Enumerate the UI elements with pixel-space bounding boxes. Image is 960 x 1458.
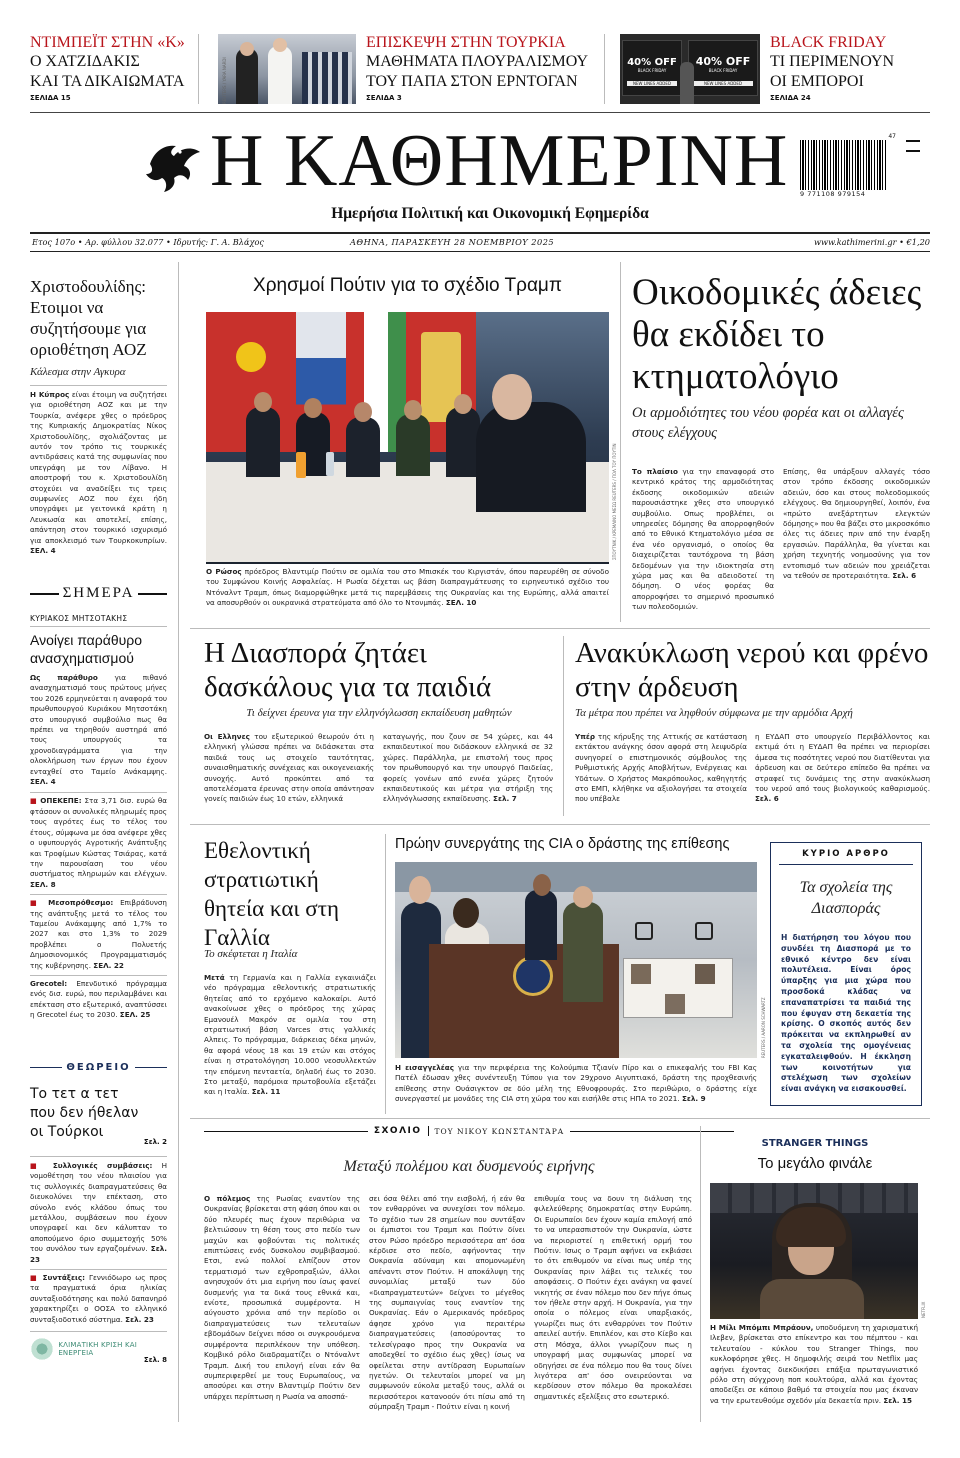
stranger-kicker: STRANGER THINGS	[761, 1138, 869, 1149]
nero-page: Σελ. 6	[755, 794, 779, 804]
sxolio-label: ΣΧΟΛΙΟ	[373, 1126, 422, 1136]
teaser-1-page: ΣΕΛΙΔΑ 15	[30, 94, 71, 102]
teaser-3-sign-1-lines: NEW LINES ADDED	[627, 81, 677, 86]
nero-body-text-1: της κήρυξης της Αττικής σε κατάσταση εκτάκτου ανάγκης όσον αφορά στη λειψυδρία συνηγορεί ο επιστημονικός σύμβουλος της Ρυθμιστικής Αρχής Αποβλήτων, Ενέργειας και Υδάτων. Ο Χρήστος Μακρόπουλος, καθηγητής στο ΕΜΠ, κλήθηκε να αξιολογήσει τα στοιχεία που υπέβαλε	[575, 732, 747, 804]
teaser-3-sign-2: 40% OFF	[695, 55, 751, 68]
sxolio-col-1-text: της Ρωσίας εναντίον της Ουκρανίας βρίσκεται στη φάση όπου και οι δύο πλευρές πως έχουν περιθώρια να βελτιώσουν τη θέση τους στο πεδίο των μαχών και φοβούνται τις πολιτικές επιπτώσεις ενός δυσκολου συμβιβασμού. Ετσι, ενώ πολλοί ελπίζουν στον τερματισμό των εχθροπραξιών, άλλοι ανησυχούν ότι μια ειρήνη που ίσως φανεί δυσμενής για τα δικά τους εθνικά και, ενίοτε, προσωπικά συμφέροντα. Η αύγουστο χρόνια από την περίοδο οι διαπραγματεύσεις των τελευταίων εβδομάδων δείχνει πόσο οι συγκρουόμενα συμφέροντα περιπλέκουν την υπόθεση. Κομβικό ρόλο διαδραματίζει ο Ντόναλντ Τραμπ. Δική του επιλογή είναι εάν θα συμπεριφερθεί με τους Ευρωπαίους, να αποσύρει και στην Βλαντιμίρ Πούτιν δεν υπάρχει περίπτωση η Ρωσία να αποσπά-	[204, 1194, 360, 1401]
diaspora-page: Σελ. 7	[493, 794, 517, 804]
thiteia-subhead: Το σκέφτεται η Ιταλία	[204, 948, 298, 960]
kyrio-arthro-label: ΚΥΡΙΟ ΑΡΘΡΟ	[802, 849, 890, 859]
simera-page: ΣΕΛ. 4	[30, 777, 56, 787]
thiteia-body-text: τη Γερμανία και η Γαλλία εγκαινιάζει νέο πρόγραμμα εθελοντικής στρατιωτικής θητείας από το ερχόμενο καλοκαίρι. Αυτό ανακοίνωσε χθες ο πρόεδρος της χώρας Εμανουέλ Μακρόν σε ομιλία του στη στρατιωτική βάση Varces στις γαλλικές Αλπεις. Το πρόγραμμα, διάρκειας δέκα μηνών, θα αφορά νέους 18 και 19 ετών και στόχος είναι η στρατολόγηση 10.000 νεοσυλλεκτών την επόμενη πενταετία, δηλαδή έως το 2030. Στο μεταξύ, παρόμοια πρωτοβουλία εξετάζει και η Ιταλία.	[204, 973, 376, 1097]
brief-lead: ΟΠΕΚΕΠΕ:	[40, 796, 82, 806]
thiteia-page: Σελ. 11	[251, 1087, 281, 1097]
simera-body: για πιθανό ανασχηματισμό τους πρώτους μήνες του 2026 ερμηνεύεται η αναφορά του πρωθυπουργού Κυριάκου Μητσοτάκη στο υπουργικό συμβούλιο πως θα πρέπει να τηρηθούν αυστηρά από τους υπουργούς τα χρονοδιαγράμματα για την ολοκλήρωση των έργων που έχουν ενταχθεί στο Ταμείο Ανάκαμψης.	[30, 673, 167, 776]
stranger-caption	[710, 1323, 918, 1406]
brief-lead: Συλλογικές συμβάσεις:	[52, 1161, 153, 1170]
masthead-title: Η ΚΑΘΗΜΕΡΙΝΗ	[210, 120, 789, 202]
teaser-3-sign-1-small: BLACK FRIDAY	[637, 68, 667, 73]
teaser-3-title-2: ΟΙ ΕΜΠΟΡΟΙ	[770, 73, 864, 90]
kyrio-arthro-headline: Τα σχολεία της Διασποράς	[799, 879, 893, 917]
stranger-caption-text: υποδυόμενη τη χαρισματική Ιλεβεν, βρίσκεται στο επίκεντρο και του πέμπτου - και τελευταίου - κύκλου του Stranger Things, που κυκλοφόρησε χθες. Η δημοφιλής σειρά του Netflix μας αφήνει έχοντας διεκδικήσει επάξια πρωταγωνιστικό ρόλο στη σύγχρονη ποπ κουλτούρα, αλλά και έχοντας αποδείξει σε κάποιο βαθμό τα στοιχεία που μας έκαναν να την ερωτευθούμε σχεδόν μία δεκαετία πριν.	[710, 1323, 918, 1405]
simera-brief[interactable]: ■ ΟΠΕΚΕΠΕ: Στα 3,71 δισ. ευρώ θα φτάσουν οι συνολικές πληρωμές προς τους αγρότες έως το τέλος του έτους, σύμφωνα με όσα ανέφερε χθες ο υφυπουργός Αγροτικής Ανάπτυξης και Τροφίμων Κώστας Τσιάρας, κατά την παρουσίαση του νέου συστήματος πληρωμών και ελέγχων. ΣΕΛ. 8	[30, 796, 167, 889]
teaser-3-title-1: ΤΙ ΠΕΡΙΜΕΝΟΥΝ	[770, 53, 895, 70]
putin-photo[interactable]	[206, 312, 609, 564]
left-lead-page: ΣΕΛ. 4	[30, 546, 56, 556]
stranger-photo[interactable]	[710, 1183, 918, 1319]
teaser-3-sign-2-small: BLACK FRIDAY	[708, 68, 738, 73]
ktimatologio-headline[interactable]: Οικοδομικές άδειες θα εκδίδει το κτηματολόγιο	[632, 272, 922, 397]
brief-page: ΣΕΛ. 25	[119, 1010, 151, 1020]
teaser-2-page: ΣΕΛΙΔΑ 3	[366, 94, 402, 102]
thiteia-body	[204, 973, 376, 1098]
putin-caption	[206, 567, 609, 609]
teaser-3-sign-2-lines: NEW LINES ADDED	[693, 81, 753, 86]
climate-page: Σελ. 8	[143, 1356, 167, 1365]
sxolio-col-3-text: επιθυμία τους να δουν τη διάλυση της φιλελεύθερης δημοκρατίας στην Ευρώπη. Οι Ευρωπαίοι δεν έχουν καμία επιλογή από το να υπερασπιστούν την Ουκρανία, ώστε να περιοριστεί η επιθετική ορμή του Πούτιν. Ισως ο Τραμπ αφήνει να εκβιάσει το ότι επιθυμούν να είναι πως υπέρ της Ουκρανίας πριν λάβει τις τελικές του αποφάσεις. Ο Πούτιν έχει ανάγκη να φανεί νικητής σε έναν πόλεμο που δεν πήγε όπως τον ήθελε στην αρχή. Η Ουκρανία, για την οποία ο πόλεμος είναι υπαρξιακός, γνωρίζει πως ότι ενθαρρύνει τον Πούτιν απειλεί αυτήν. Επιπλέον, και στο Κίεβο και στη Μόσχα, άλλοι γνωρίζουν πως η υπογραφή μιας συμφωνίας μπορεί να οδηγήσει σε ένα πόλεμο που θα τους δίνει λιγότερα απ' όσο ονειρεύονται να κερδίσουν στον πόλεμο θα προκαλέσει σημαντικές εξελίξεις στο εσωτερικό.	[534, 1194, 692, 1401]
brief-text: Στα 3,71 δισ. ευρώ θα φτάσουν οι συνολικές πληρωμές προς τους αγρότες έως το τέλος του έτους, σύμφωνα με όσα ανέφερε χθες ο υφυπουργός Αγροτικής Ανάπτυξης και Τροφίμων Κώστας Τσιάρας, κατά την παρουσίαση του νέου συστήματος πληρωμών και ελέγχων.	[30, 796, 167, 879]
simera-byline: ΚΥΡΙΑΚΟΣ ΜΗΤΣΟΤΑΚΗΣ	[30, 614, 128, 623]
teaser-2-credit: REUTERS / YARA NARDI	[222, 57, 227, 104]
diaspora-body-2	[383, 732, 553, 805]
nero-body-2	[755, 732, 930, 805]
sxolio-col-1	[204, 1194, 360, 1402]
brief-page: Σελ. 23	[30, 1244, 167, 1264]
brief-text: Γεννιόδωρο ως προς τα πραγματικά όρια ηλικίας συνταξιοδότησης και πολύ δαπανηρό χαρακτηρίζει ο ΟΟΣΑ το ελληνικό συνταξιοδοτικό σύστημα.	[30, 1273, 167, 1324]
sxolio-col-3	[534, 1194, 692, 1402]
brief-text: Επιβράδυνση της ανάπτυξης μετά το τέλος του Ταμείου Ανάκαμψης από 1,7% το 2027 και στο 1,3% το 2029 προβλέπει ο Πολυετής Δημοσιονομικός Προγραμματισμός της κυβέρνησης.	[30, 898, 167, 970]
teaser-1[interactable]	[30, 33, 190, 105]
griffin-logo-icon	[140, 134, 204, 196]
diaspora-body-1	[204, 732, 374, 805]
cia-page: Σελ. 9	[681, 1094, 706, 1104]
left-lead[interactable]	[30, 276, 167, 557]
teaser-1-title-2: ΚΑΙ ΤΑ ΔΙΚΑΙΩΜΑΤΑ	[30, 73, 185, 90]
diaspora-headline[interactable]: Η Διασπορά ζητάει δασκάλους για τα παιδιά	[204, 637, 492, 703]
theoreio-brief[interactable]: ■ Συντάξεις: Γεννιόδωρο ως προς τα πραγματικά όρια ηλικίας συνταξιοδότησης και πολύ δαπανηρό χαρακτηρίζει ο ΟΟΣΑ το ελληνικό συνταξιοδοτικό σύστημα. Σελ. 23	[30, 1273, 167, 1324]
teaser-3[interactable]	[770, 33, 930, 105]
simera-brief[interactable]: ■ Μεσοπρόθεσμο: Επιβράδυνση της ανάπτυξης μετά το τέλος του Ταμείου Ανάκαμψης από 1,7% το 2027 και στο 1,3% το 2029 προβλέπει ο Πολυετής Δημοσιονομικός Προγραμματισμός της κυβέρνησης. ΣΕΛ. 22	[30, 898, 167, 970]
brief-lead: Grecotel:	[30, 978, 68, 988]
lines-icon[interactable]	[906, 140, 920, 152]
brief-lead: Μεσοπρόθεσμο:	[48, 898, 114, 908]
kyrio-arthro-box[interactable]	[770, 842, 922, 1106]
simera-label: ΣΗΜΕΡΑ	[62, 585, 135, 601]
cia-caption-lead: Η εισαγγελέας	[395, 1063, 454, 1072]
diaspora-body-text-2: καταγωγής, που ζουν σε 54 χώρες, και 44 εκπαιδευτικοί που διδάσκουν ελληνικά σε 32 χώρες. Παράλληλα, με επιστολή τους προς τον πρωθυπουργό και την υπουργό Παιδείας, φορείς γονέων από εννέα χώρες ζητούν εκπαιδευτικούς και μέτρα για στήριξη της ελληνόγλωσσης εκπαίδευσης.	[383, 732, 553, 804]
sxolio-headline[interactable]: Μεταξύ πολέμου και δυσμενούς ειρήνης	[343, 1158, 595, 1175]
nero-headline[interactable]: Ανακύκλωση νερού και φρένο στην άρδευση	[575, 637, 929, 703]
stranger-credit: NETFLIX	[921, 1301, 926, 1318]
stranger-headline[interactable]: Το μεγάλο φινάλε	[757, 1155, 873, 1172]
nero-body-lead: Υπέρ	[575, 732, 596, 741]
sxolio-col-2-text: σει όσα θέλει από την εισβολή, ή εάν θα τον ενθαρρύνει να συνεχίσει τον πόλεμο. Το σχέδιο των 28 σημείων που συντάξαν οι έμπιστοι του Τραμπ και Πούτιν δίνει στον Ρώσο πρόεδρο περισσότερα απ' όσα κέρδισε στο πεδίο, αφήνοντας την Ουκρανία αδύναμη και απομονωμένη απέναντι στον Πούτιν. Η αποκάλυψη της συνομιλίας μεταξύ των δύο «διαπραγματευτών» δείχνει το μέγεθος της συμπαιγνίας τους εναντίον της Ουκρανίας. Εάν ο Αμερικανός πρόεδρος άφησε χρόνο για περαιτέρω διαπραγματεύσεις (αποσύροντας το τελεσίγραφο προς την Ουκρανία να αποδεχθεί το σχέδιο έως χθες) ίσως να οφείλεται στην αντίδραση Ευρωπαίων ηγετών. Οι τελευταίοι μπορεί να μη συμφωνούν εύκολα μεταξύ τους, αλλά οι περισσότεροι κατανοούν ότι πίσω από τη σύμπραξη Τραμπ - Πούτιν είναι η κοινή	[369, 1194, 525, 1412]
teaser-3-photo[interactable]	[620, 34, 760, 104]
teaser-2-photo[interactable]	[218, 34, 356, 104]
brief-text: Η νομοθέτηση του νέου πλαισίου για τις συλλογικές διαπραγματεύσεις θα διευκολύνει την επέκταση, στο σύνολο ενός κλάδου όπως του μετάλλου, συμβάσεων που έχουν υπογραφεί και δεν κάλυπταν το αποπούμενο όριο συμμετοχής 50% του συνόλου των εργαζομένων.	[30, 1161, 167, 1254]
diaspora-subhead: Τι δείχνει έρευνα για την ελληνόγλωσση εκπαίδευση μαθητών	[246, 707, 512, 719]
sxolio-col-2	[369, 1194, 525, 1413]
dateline-center: ΑΘΗΝΑ, ΠΑΡΑΣΚΕΥΗ 28 ΝΟΕΜΒΡΙΟΥ 2025	[350, 237, 555, 247]
brief-text: Επενδυτικό πρόγραμμα ενός δισ. ευρώ, που περιλαμβάνει και επέκταση στο εξωτερικό, αναπτύσσει η Grecotel έως το 2030.	[30, 978, 167, 1020]
climate-label[interactable]: ΚΛΙΜΑΤΙΚΗ ΚΡΙΣΗ ΚΑΙ ΕΝΕΡΓΕΙΑ	[58, 1341, 138, 1358]
simera-headline[interactable]: Ανοίγει παράθυρο ανασχηματισμού	[30, 632, 143, 666]
brief-page: ΣΕΛ. 22	[93, 960, 124, 970]
theoreio-headline[interactable]: Το τετ α τετ που δεν ήθελαν οι Τούρκοι	[30, 1086, 139, 1140]
theoreio-box	[30, 1062, 167, 1364]
nero-body-text-2: η ΕΥΔΑΠ στο υπουργείο Περιβάλλοντος και εκτιμά ότι η ΕΥΔΑΠ θα πρέπει να περιορίσει άμεσα τις ποσότητες νερού που διατίθενται για άρδευση και σε δεύτερο επίπεδο θα πρέπει να στραφεί τις δυνάμεις της στην ανακύκλωση του νερού από τους βιολογικούς καθαρισμούς.	[755, 732, 930, 794]
barcode-top: 47	[888, 133, 896, 140]
brief-page: Σελ. 23	[125, 1314, 154, 1324]
cia-credit: REUTERS / AARON SCHWARTZ	[761, 997, 766, 1058]
dateline-left: Ετος 107ο • Αρ. φύλλου 32.077 • Ιδρυτής: Γ. Α. Βλάχος	[32, 237, 264, 247]
ktimatologio-body-text-1: για την επαναφορά στο κεντρικό κράτος της αρμοδιότητας έκδοσης οικοδομικών αδειών παρουσιάστηκε χθες στο υπουργικό συμβούλιο. Οπως προβλέπει, οι υπηρεσίες δόμησης θα απορροφηθούν από το Εθνικό Κτηματολόγιο μέσα σε ένα νέο οργανισμό, ο οποίος θα διαχειρίζεται ταυτόχρονα τη βάση δεδομένων για την ιδιοκτησία στη χώρα μας και θα αδειοδοτεί τη δόμηση. Ο νέος φορέας θα απορροφήσει το σημερινό προσωπικό των πολεοδομιών.	[632, 467, 774, 612]
putin-headline[interactable]: Χρησμοί Πούτιν για το σχέδιο Τραμπ	[253, 275, 562, 296]
simera-box	[30, 585, 167, 1021]
ktimatologio-subhead: Οι αρμοδιότητες του νέου φορέα και οι αλλαγές στους ελέγχους	[632, 405, 904, 441]
putin-page: ΣΕΛ. 10	[445, 598, 477, 608]
ktimatologio-body-1	[632, 467, 774, 613]
diaspora-body-text-1: του εξωτερικού θεωρούν ότι η ελληνική γλώσσα πρέπει να διδάσκεται στα παιδιά τους ως στοιχείο ταυτότητας, συναισθηματικής συνέχειας και οικογενειακής συνοχής. Αυτό προκύπτει από τα αποτελέσματα έρευνας στην οποία απάντησαν γονείς παιδιών έως 10 ετών, ελληνικά	[204, 732, 374, 804]
teaser-2-title-2: ΤΟΥ ΠΑΠΑ ΣΤΟΝ ΕΡΝΤΟΓΑΝ	[366, 73, 578, 90]
cia-caption-text: για την περιφέρεια της Κολούμπια Τζιανίν Πίρο και ο επικεφαλής του FBI Κας Πατέλ έδωσαν χθες συνέντευξη Τύπου για τον 29χρονο Αιγυπτιακό, δράστη της προχθεσινής επίθεσης στην Ουάσιγκτον σε δύο μέλη της Εθνοφρουράς. Στο περιθώριο, ο δράστης είχε συνεργαστεί με μονάδες της CIA στη χώρα του και εισήλθε στις ΗΠΑ το 2021.	[395, 1063, 757, 1104]
dateline-right[interactable]: www.kathimerini.gr • €1,20	[814, 237, 930, 247]
theoreio-page: Σελ. 2	[143, 1138, 167, 1146]
teaser-3-page: ΣΕΛΙΔΑ 24	[770, 94, 811, 102]
nero-body-1	[575, 732, 747, 805]
cia-caption	[395, 1063, 757, 1105]
teaser-2-kicker: ΕΠΙΣΚΕΨΗ ΣΤΗΝ ΤΟΥΡΚΙΑ	[366, 34, 566, 51]
putin-caption-text: πρόεδρος Βλαντιμίρ Πούτιν σε ομιλία του στο Μπισκέκ του Κιργιστάν, όπου παρευρέθη σε σύνοδο του Συμφώνου Κοινής Ασφαλείας. Η Ρωσία δέχεται ως βάση διαπραγμάτευσης το ειρηνευτικό σχέδιο του Ντόναλντ Τραμπ, όπως διαμορφώθηκε μετά τις παρεμβάσεις της Ουκρανίας και της Ευρώπης, αλλά απαιτεί να αποσυρθούν οι ουκρανικά στρατεύματα από όλο το Ντονμπάς.	[206, 567, 609, 608]
left-lead-headline: Χριστοδουλίδης: Ετοιμοι να συζητήσουμε για οριοθέτηση ΑΟΖ	[30, 277, 147, 359]
sxolio-author: ΤΟΥ ΝΙΚΟΥ ΚΩΝΣΤΑΝΤΆΡΑ	[434, 1126, 565, 1136]
teaser-1-kicker: ΝΤΙΜΠΕΪΤ ΣΤΗΝ «Κ»	[30, 34, 185, 51]
brief-page: ΣΕΛ. 8	[30, 879, 56, 889]
diaspora-body-lead: Οι Ελληνες	[204, 732, 250, 741]
ktimatologio-body-lead: Το πλαίσιο	[632, 467, 678, 476]
cia-headline[interactable]: Πρώην συνεργάτης της CIA ο δράστης της επίθεσης	[395, 836, 730, 852]
barcode-number: 9 771108 979154	[800, 190, 866, 198]
sxolio-header	[204, 1126, 734, 1136]
putin-credit: ΣΠΟΥΤΝΙΚ / ΚΡΕΜΛΙΝΟ ΜΕΣΩ REUTERS / ΠΟΛ ΤΟΥ ΠΟΥΤΙΝ	[612, 443, 617, 560]
stranger-caption-lead: Η Μίλι Μπόμπι Μπράουν,	[710, 1323, 814, 1332]
nero-subhead: Τα μέτρα που πρέπει να ληφθούν σύμφωνα με την αρμόδια Αρχή	[575, 707, 853, 719]
sxolio-body-lead: Ο πόλεμος	[204, 1194, 251, 1203]
ktimatologio-body-2	[783, 467, 930, 581]
brief-lead: Συντάξεις:	[42, 1273, 85, 1283]
teaser-1-title-1: Ο ΧΑΤΖΙΔΑΚΙΣ	[30, 53, 140, 70]
theoreio-label: ΘΕΩΡΕΙΟ	[66, 1062, 131, 1073]
simera-body-lead: Ως παράθυρο	[30, 673, 98, 682]
barcode	[800, 133, 896, 199]
stranger-page: Σελ. 15	[883, 1395, 913, 1405]
teaser-3-kicker: BLACK FRIDAY	[770, 34, 887, 51]
teaser-2-title-1: ΜΑΘΗΜΑΤΑ ΠΛΟΥΡΑΛΙΣΜΟΥ	[366, 53, 589, 70]
cia-photo[interactable]	[395, 862, 757, 1058]
ktimatologio-page: Σελ. 6	[892, 571, 917, 581]
putin-caption-lead: Ο Ρώσος	[206, 567, 242, 576]
simera-brief[interactable]	[30, 979, 167, 1021]
theoreio-brief[interactable]: ■ Συλλογικές συμβάσεις: Η νομοθέτηση του νέου πλαισίου για τις συλλογικές διαπραγματεύσεις θα διευκολύνει την επέκταση, στο σύνολο ενός κλάδου όπως του μετάλλου, συμβάσεων που έχουν υπογραφεί και δεν κάλυπταν το αποπούμενο όριο συμμετοχής 50% του συνόλου των εργαζομένων. Σελ. 23	[30, 1161, 167, 1264]
thiteia-headline[interactable]: Εθελοντική στρατιωτική θητεία και στη Γαλλία	[204, 838, 339, 950]
left-lead-body-lead: Η Κύπρος	[30, 390, 70, 399]
masthead-subtitle: Ημερήσια Πολιτική και Οικονομική Εφημερίδα	[331, 205, 649, 222]
kyrio-arthro-body: Η διατήρηση του λόγου που συνδέει τη Διασπορά με το εθνικό κέντρο δεν είναι πολυτέλεια. Είναι όρος ύπαρξης για μια χώρα που προσδοκά κλάδας να επαναπατρίσει τα παιδιά της που έφυγαν στη δεκαετία της κρίσης. Ο σκοπός αυτός δεν πρόκειται να εκπληρωθεί αν τα σχολεία της ομογένειας εγκαταλειφθούν. Η έκκληση των κοινοτήτων για στελέχωση των σχολείων είναι ανάγκη να εισακουσθεί.	[781, 933, 911, 1094]
ktimatologio-body-text-2: Επίσης, θα υπάρξουν αλλαγές τόσο στον τρόπο έκδοσης οικοδομικών αδειών, όσο και στους πολεοδομικούς ελέγχους. Θα δημιουργηθεί, λοιπόν, ένα «πρώτο ανεξάρτητων ελεγκτών δόμησης» που θα βάζει στο μικροσκόπιο όλες τις άδειες πριν από την έναρξη εργασιών. Παράλληλα, θα γίνεται και χρήση τεχνητής νοημοσύνης για τον εντοπισμό των αδειών που χρειάζεται να τεθούν σε προτεραιότητα.	[783, 467, 930, 581]
left-lead-kicker: Κάλεσμα στην Αγκυρα	[30, 366, 126, 378]
left-lead-body: είναι έτοιμη να συζητήσει για οριοθέτηση ΑΟΖ και με την Τουρκία, ανέφερε χθες ο πρόεδρος της Κυπριακής Δημοκρατίας Νίκος Χριστοδουλίδης, σχολιάζοντας με αυτόν τον τρόπο τις τουρκικές αντιδράσεις κατά της συμφωνίας που υπεγράφη με τον Λίβανο. Η αποστροφή του κ. Χριστοδουλίδη στοχεύει να αναδείξει τις τρεις συμφωνίες ΑΟΖ που έχει ήδη υπογράψει με γειτονικά κράτη η Λευκωσία και αποτελεί, επίσης, απάντηση στον τουρκικό ισχυρισμό για αποκλεισμό των Τουρκοκυπρίων.	[30, 390, 167, 545]
teaser-2[interactable]	[366, 33, 596, 105]
thiteia-body-lead: Μετά	[204, 973, 225, 982]
teaser-3-sign-1: 40% OFF	[627, 57, 677, 68]
